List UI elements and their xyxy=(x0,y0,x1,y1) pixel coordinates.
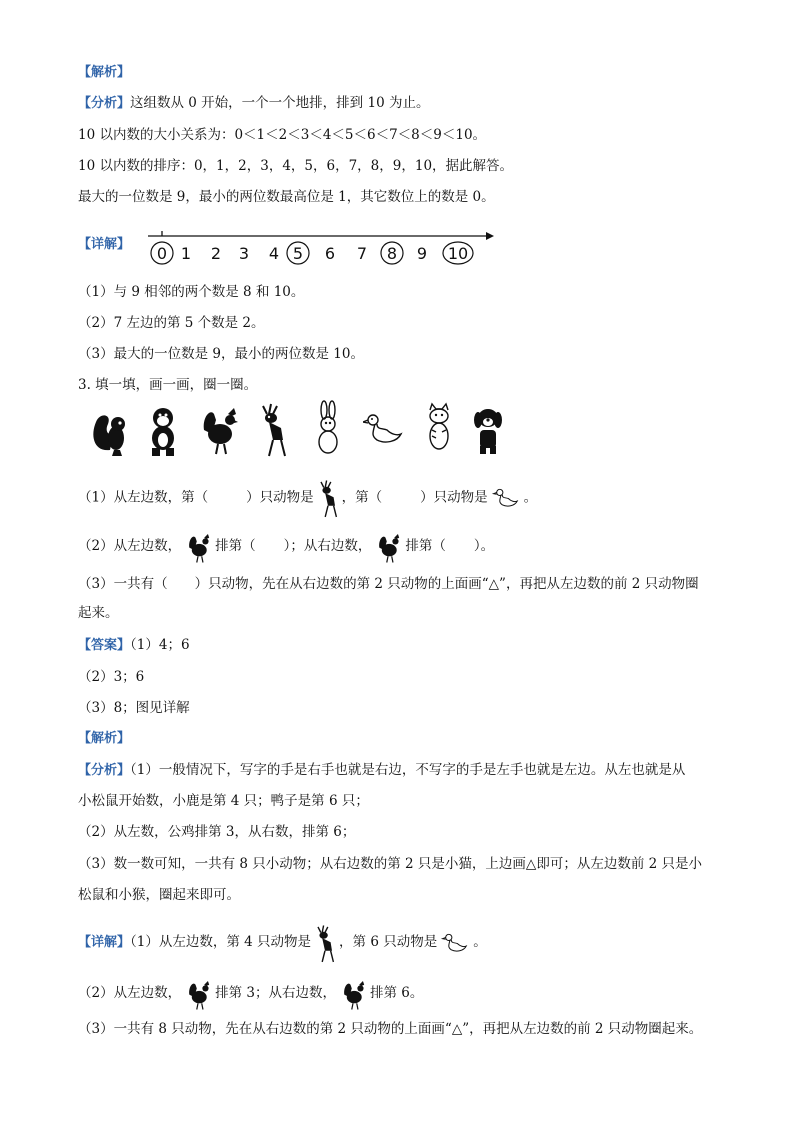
question-3-part-1 xyxy=(78,476,537,520)
fenxi-2-text: （1）一般情况下，写字的手是右手也就是右边，不写字的手是左手也就是左边。从左也就是从 xyxy=(130,762,686,778)
monkey-icon xyxy=(143,400,183,458)
number-line-label: 8 xyxy=(386,244,398,263)
cat-icon xyxy=(418,400,458,458)
q1-text-c: ，第（ xyxy=(341,489,383,506)
duck-icon xyxy=(437,925,473,961)
rooster-icon xyxy=(181,976,215,1012)
number-line-label: 10 xyxy=(447,244,469,263)
xiangjie-2-line-2 xyxy=(78,973,423,1013)
number-line-label: 1 xyxy=(180,244,192,263)
d2-text-c: 排第 6。 xyxy=(369,985,424,1001)
number-line xyxy=(146,227,494,267)
fenxi-2-line-2: 小松鼠开始数，小鹿是第 4 只；鸭子是第 6 只； xyxy=(78,793,369,809)
jiexi-heading: 【解析】 xyxy=(78,65,131,80)
number-line-label: 9 xyxy=(416,244,428,263)
number-line-label: 2 xyxy=(210,244,222,263)
rabbit-icon xyxy=(308,400,348,458)
answer-2: （2）3；6 xyxy=(78,669,145,685)
answer-block-line-1 xyxy=(78,636,190,655)
fenxi-2-line-1 xyxy=(78,761,685,780)
squirrel-icon xyxy=(88,400,128,458)
number-line-label: 3 xyxy=(238,244,250,263)
fenxi-text: 这组数从 0 开始，一个一个地排，排到 10 为止。 xyxy=(130,95,430,111)
fenxi-tag-2: 【分析】 xyxy=(78,763,131,778)
q2-text-e: ）。 xyxy=(473,538,495,554)
answer-line-3: （3）最大的一位数是 9，最小的两位数是 10。 xyxy=(78,346,364,362)
d1-text-b: ，第 6 只动物是 xyxy=(339,934,438,950)
xiangjie-heading: 【详解】 xyxy=(78,237,131,252)
deer-icon xyxy=(311,921,339,965)
q1-text-d: ）只动物是 xyxy=(420,489,488,506)
d2-text-b: 排第 3；从右边数， xyxy=(215,985,336,1001)
answer-line-1: （1）与 9 相邻的两个数是 8 和 10。 xyxy=(78,284,305,300)
number-line-label: 6 xyxy=(324,244,336,263)
rooster-icon xyxy=(336,976,370,1012)
fenxi-2-line-3: （2）从左数，公鸡排第 3，从右数，排第 6； xyxy=(78,824,356,840)
xiangjie-tag-2: 【详解】 xyxy=(78,935,131,950)
q1-text-e: 。 xyxy=(523,489,538,506)
d1-text-a: （1）从左边数，第 4 只动物是 xyxy=(130,934,312,950)
dog-icon xyxy=(468,400,508,458)
deer-icon xyxy=(314,476,342,520)
xiangjie-2-line-1 xyxy=(78,920,487,965)
duck-icon xyxy=(488,480,524,516)
d2-text-a: （2）从左边数， xyxy=(78,985,182,1001)
q2-text-b: 排第（ xyxy=(215,538,256,554)
duck-icon xyxy=(363,400,403,458)
xiangjie-2-line-3: （3）一共有 8 只动物，先在从右边数的第 2 只动物的上面画“△”，再把从左边数的前 2 只动物圈起来。 xyxy=(78,1021,703,1037)
question-3-title: 3. 填一填，画一画，圈一圈。 xyxy=(78,377,258,393)
question-3-part-3-line1: （3）一共有（ ）只动物，先在从右边数的第 2 只动物的上面画“△”，再把从左边数的前 2 只动物圈 xyxy=(78,576,699,592)
d1-text-c: 。 xyxy=(473,934,487,950)
q1-text-b: ）只动物是 xyxy=(246,489,314,506)
rooster-icon xyxy=(181,529,215,565)
rule-order: 10 以内数的大小关系为：0＜1＜2＜3＜4＜5＜6＜7＜8＜9＜10。 xyxy=(78,127,487,143)
fenxi-line xyxy=(78,94,429,113)
number-line-label: 7 xyxy=(356,244,368,263)
fenxi-tag: 【分析】 xyxy=(78,96,131,111)
answer-line-2: （2）7 左边的第 5 个数是 2。 xyxy=(78,315,265,331)
animal-row xyxy=(88,400,508,460)
rooster-icon xyxy=(198,400,238,458)
q2-text-d: 排第（ xyxy=(405,538,446,554)
question-3-part-3-line2: 起来。 xyxy=(78,605,119,621)
deer-icon xyxy=(253,400,293,458)
fenxi-2-line-5: 松鼠和小猴，圈起来即可。 xyxy=(78,887,240,903)
daan-tag: 【答案】 xyxy=(78,638,131,653)
rooster-icon xyxy=(371,529,405,565)
q2-text-a: （2）从左边数， xyxy=(78,538,182,554)
number-line-label: 0 xyxy=(156,244,168,263)
answer-3: （3）8；图见详解 xyxy=(78,700,190,716)
rule-digits: 最大的一位数是 9，最小的两位数最高位是 1，其它数位上的数是 0。 xyxy=(78,189,495,205)
answer-1: （1）4；6 xyxy=(130,637,190,653)
q2-text-c: ）；从右边数， xyxy=(283,538,372,554)
number-line-label: 4 xyxy=(268,244,280,263)
rule-sequence: 10 以内数的排序：0，1，2，3，4，5，6，7，8，9，10，据此解答。 xyxy=(78,158,514,174)
number-line-label: 5 xyxy=(292,244,304,263)
fenxi-2-line-4: （3）数一数可知，一共有 8 只小动物；从右边数的第 2 只是小猫，上边画△即可；从左边数前 2 只是小 xyxy=(78,856,702,872)
question-3-part-2 xyxy=(78,526,494,566)
q1-text-a: （1）从左边数，第（ xyxy=(78,489,209,506)
jiexi-heading-2: 【解析】 xyxy=(78,731,131,746)
